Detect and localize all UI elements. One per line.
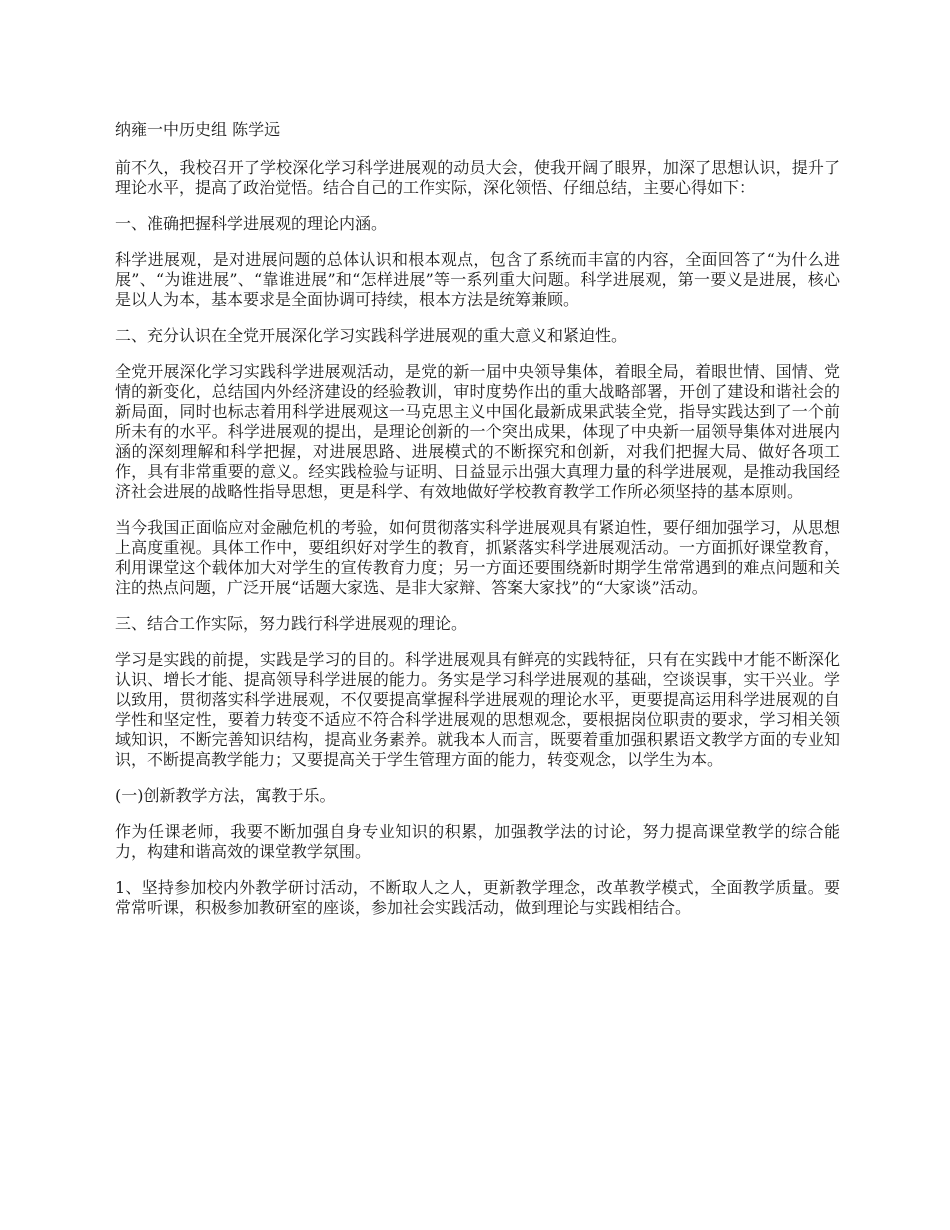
- subsection-heading-1: (一)创新教学方法，寓教于乐。: [115, 786, 336, 805]
- paragraph-practice: 学习是实践的前提，实践是学习的目的。科学进展观具有鲜亮的实践特征，只有在实践中才能不断深化认识、增长才能、提高领导科学进展的能力。务实是学习科学进展观的基础，空谈误事，实干兴业。学以致用，贯彻落实科学进展观，不仅要提高掌握科学进展观的理论水平，更要提高运用科学进展观的自学性和坚定性，要着力转变不适应不符合科学进展观的思想观念，要根据岗位职责的要求，学习相关领域知识，不断完善知识结构，提高业务素养。就我本人而言，既要着重加强积累语文教学方面的专业知识，不断提高教学能力；又要提高关于学生管理方面的能力，转变观念，以学生为本。: [115, 650, 840, 769]
- list-item-1: 1、坚持参加校内外教学研讨活动，不断取人之人，更新教学理念，改革教学模式，全面教学质量。要常常听课，积极参加教研室的座谈，参加社会实践活动，做到理论与实践相结合。: [115, 878, 840, 917]
- paragraph-significance: 全党开展深化学习实践科学进展观活动，是党的新一届中央领导集体，着眼全局，着眼世情、国情、党情的新变化，总结国内外经济建设的经验教训，审时度势作出的重大战略部署，开创了建设和谐社会的新局面，同时也标志着用科学进展观这一马克思主义中国化最新成果武装全党，指导实践达到了一个前所未有的水平。科学进展观的提出，是理论创新的一个突出成果，体现了中央新一届领导集体对进展内涵的深刻理解和科学把握，对进展思路、进展模式的不断探究和创新，对我们把握大局、做好各项工作，具有非常重要的意义。经实践检验与证明、日益显示出强大真理力量的科学进展观，是推动我国经济社会进展的战略性指导思想，更是科学、有效地做好学校教育教学工作所必须坚持的基本原则。: [115, 362, 840, 501]
- paragraph-definition: 科学进展观，是对进展问题的总体认识和根本观点，包含了系统而丰富的内容，全面回答了“为什么进展”、“为谁进展”、“靠谁进展”和“怎样进展”等一系列重大问题。科学进展观，第一要义是进展，核心是以人为本，基本要求是全面协调可持续，根本方法是统筹兼顾。: [115, 250, 840, 309]
- author-line: 纳雍一中历史组 陈学远: [115, 120, 281, 139]
- paragraph-teacher: 作为任课老师，我要不断加强自身专业知识的积累，加强教学法的讨论，努力提高课堂教学的综合能力，构建和谐高效的课堂教学氛围。: [115, 822, 840, 861]
- section-heading-3: 三、结合工作实际，努力践行科学进展观的理论。: [115, 614, 468, 633]
- section-heading-2: 二、充分认识在全党开展深化学习实践科学进展观的重大意义和紧迫性。: [115, 326, 628, 345]
- document-page: [115, 120, 840, 934]
- paragraph-intro: 前不久，我校召开了学校深化学习科学进展观的动员大会，使我开阔了眼界，加深了思想认识，提升了理论水平，提高了政治觉悟。结合自己的工作实际，深化领悟、仔细总结，主要心得如下：: [115, 158, 840, 197]
- paragraph-urgency: 当今我国正面临应对金融危机的考验，如何贯彻落实科学进展观具有紧迫性，要仔细加强学习，从思想上高度重视。具体工作中，要组织好对学生的教育，抓紧落实科学进展观活动。一方面抓好课堂教育，利用课堂这个载体加大对学生的宣传教育力度；另一方面还要围绕新时期学生常常遇到的难点问题和关注的热点问题，广泛开展“话题大家选、是非大家辩、答案大家找”的“大家谈”活动。: [115, 518, 840, 597]
- section-heading-1: 一、准确把握科学进展观的理论内涵。: [115, 214, 388, 233]
